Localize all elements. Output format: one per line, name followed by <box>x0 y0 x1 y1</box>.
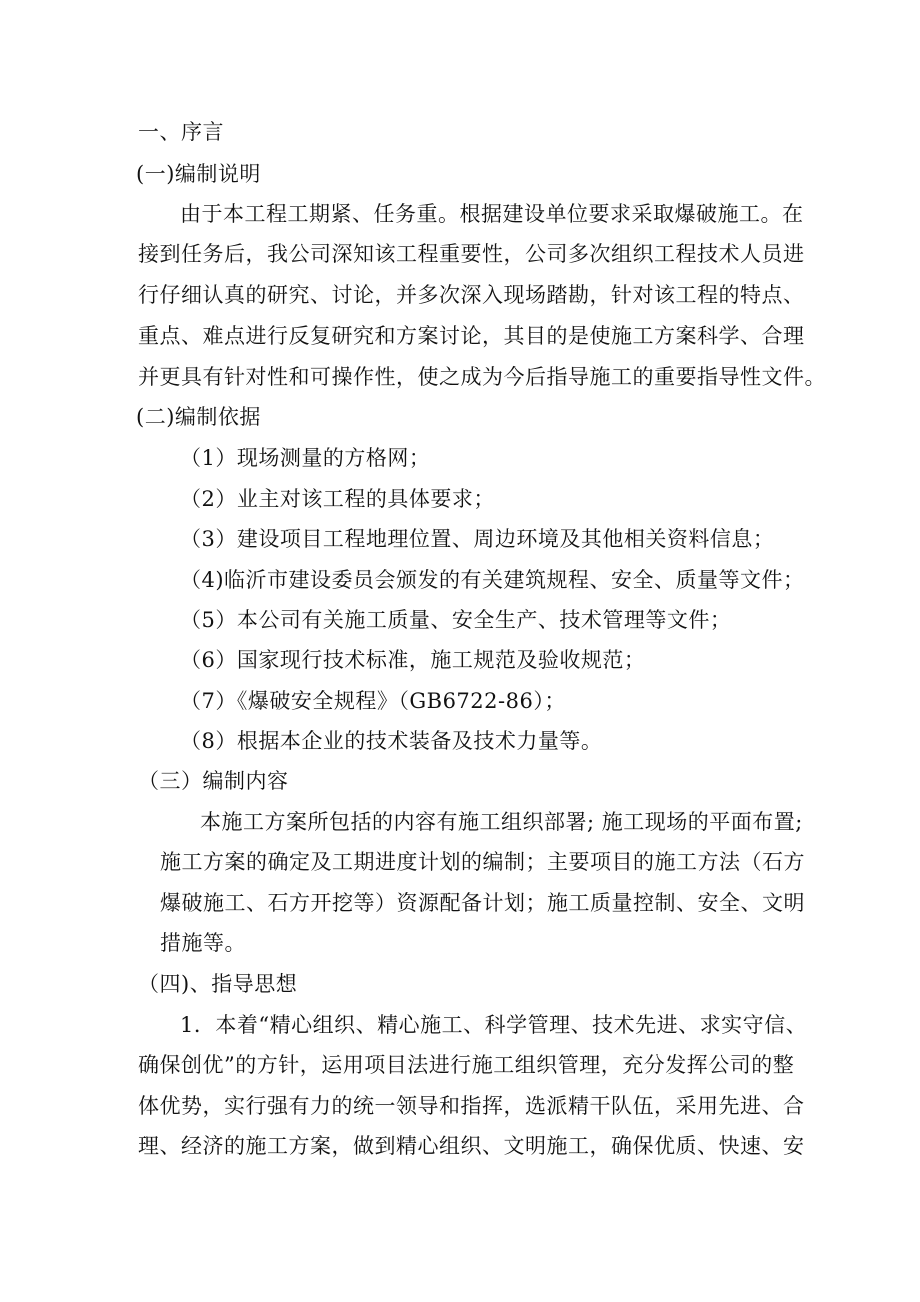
basis-list-item: （8）根据本企业的技术装备及技术力量等。 <box>180 729 603 753</box>
basis-list-item: （5）本公司有关施工质量、安全生产、技术管理等文件； <box>180 608 732 632</box>
basis-list-item: （1）现场测量的方格网； <box>180 446 431 470</box>
paragraph-line: 本施工方案所包括的内容有施工组织部署; 施工现场的平面布置; <box>200 810 803 834</box>
basis-list-item: （7）《爆破安全规程》（GB6722-86）； <box>180 689 566 713</box>
paragraph-line: 体优势，实行强有力的统一领导和指挥，选派精干队伍，采用先进、合 <box>138 1094 805 1118</box>
section-heading-preface: 一、序言 <box>138 120 224 144</box>
subsection-heading-content: （三）编制内容 <box>138 769 289 793</box>
paragraph-line: 行仔细认真的研究、讨论，并多次深入现场踏勘，针对该工程的特点、 <box>138 283 805 307</box>
paragraph-line: 措施等。 <box>160 931 246 955</box>
subsection-heading-basis: (二)编制依据 <box>136 405 261 429</box>
subsection-heading-guiding-ideology: （四)、指导思想 <box>138 972 298 996</box>
paragraph-line: 确保创优”的方针，运用项目法进行施工组织管理，充分发挥公司的整 <box>138 1053 795 1077</box>
basis-list-item: （6）国家现行技术标准，施工规范及验收规范； <box>180 648 646 672</box>
paragraph-line: 爆破施工、石方开挖等）资源配备计划；施工质量控制、安全、文明 <box>160 891 805 915</box>
paragraph-line: 1．本着“精心组织、精心施工、科学管理、技术先进、求实守信、 <box>180 1013 808 1037</box>
subsection-heading-explanation: (一)编制说明 <box>136 162 261 186</box>
paragraph-line: 接到任务后，我公司深知该工程重要性，公司多次组织工程技术人员进 <box>138 242 805 266</box>
paragraph-line: 施工方案的确定及工期进度计划的编制；主要项目的施工方法（石方 <box>160 850 805 874</box>
paragraph-line: 由于本工程工期紧、任务重。根据建设单位要求采取爆破施工。在 <box>180 202 804 226</box>
paragraph-line: 理、经济的施工方案，做到精心组织、文明施工，确保优质、快速、安 <box>138 1134 805 1158</box>
basis-list-item: （3）建设项目工程地理位置、周边环境及其他相关资料信息； <box>180 527 775 551</box>
basis-list-item: （4)临沂市建设委员会颁发的有关建筑规程、安全、质量等文件； <box>180 568 805 592</box>
basis-list-item: （2）业主对该工程的具体要求； <box>180 487 495 511</box>
paragraph-line: 并更具有针对性和可操作性，使之成为今后指导施工的重要指导性文件。 <box>138 365 826 389</box>
paragraph-line: 重点、难点进行反复研究和方案讨论，其目的是使施工方案科学、合理 <box>138 324 805 348</box>
